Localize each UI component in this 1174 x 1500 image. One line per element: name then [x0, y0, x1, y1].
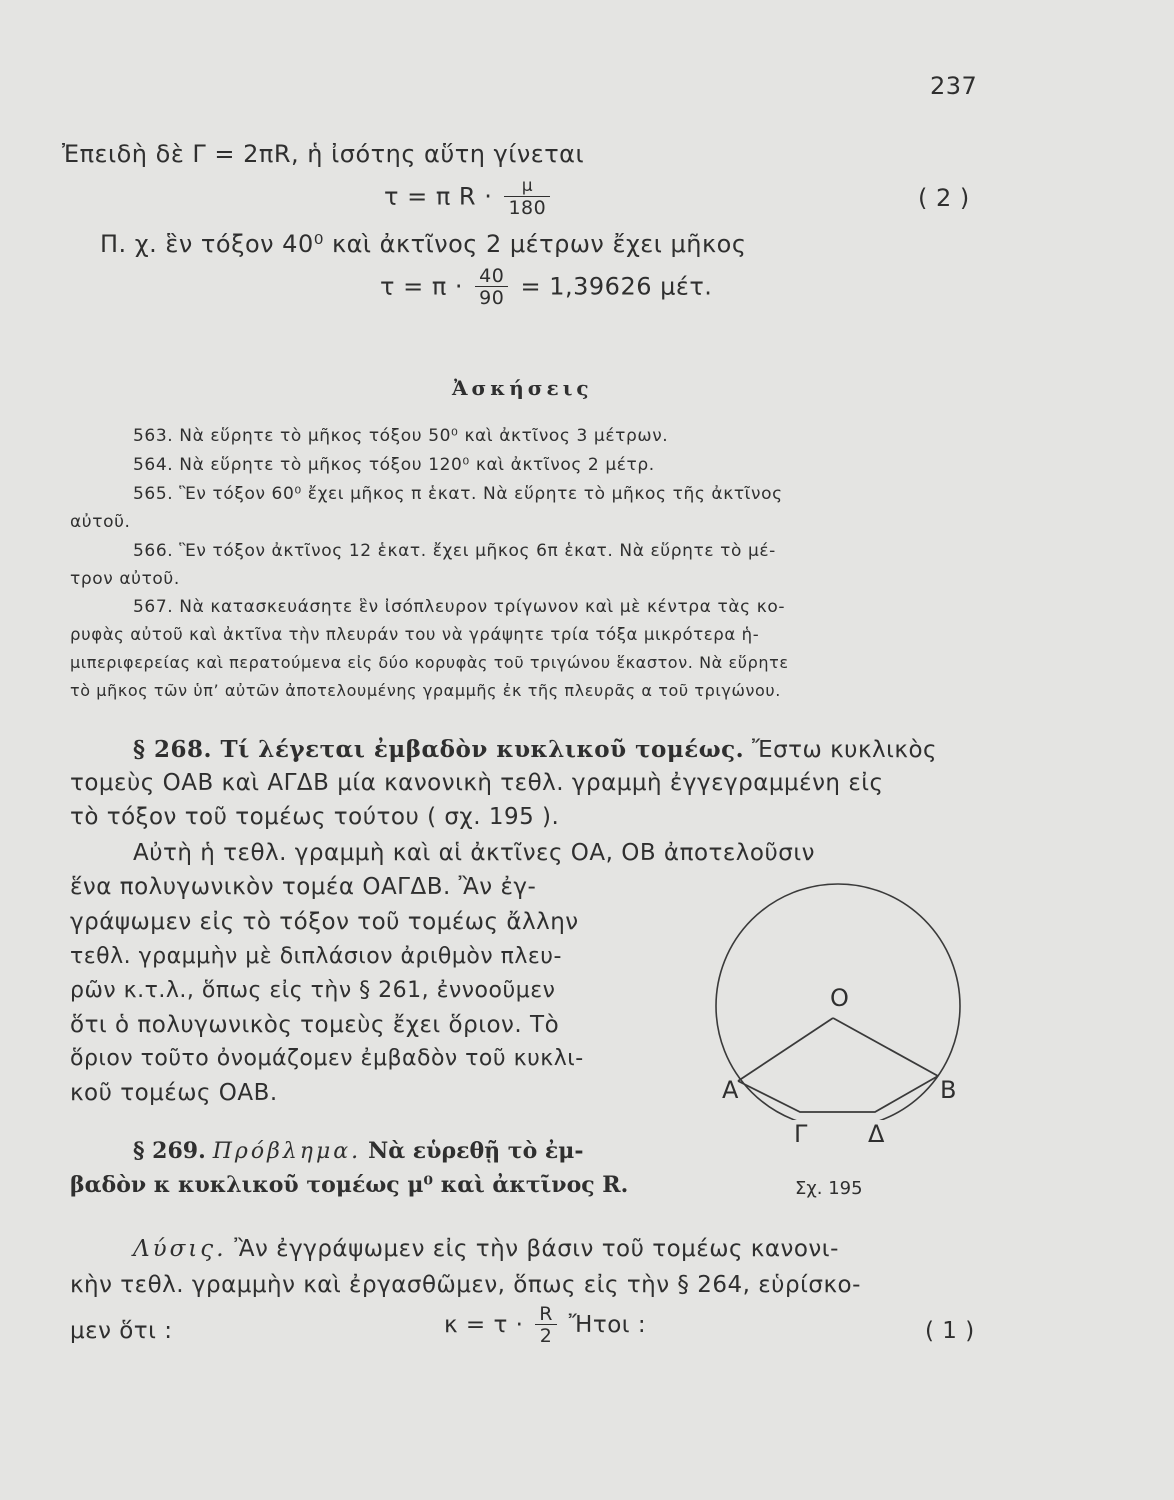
section-268-line: ρῶν κ.τ.λ., ὅπως εἰς τὴν § 261, ἐννοοῦμεν [70, 978, 556, 1003]
exercise-line: 564. Νὰ εὕρητε τὸ μῆκος τόξου 120⁰ καὶ ἀκτῖνος 2 μέτρ. [133, 455, 655, 475]
section-268-line: κοῦ τομέως ΟΑΒ. [70, 1080, 278, 1106]
section-268-line: τὸ τόξον τοῦ τομέως τούτου ( σχ. 195 ). [70, 804, 560, 830]
example-line: Π. χ. ἓν τόξον 40⁰ καὶ ἀκτῖνος 2 μέτρων ἔχει μῆκος [100, 230, 747, 258]
exercise-line: αὐτοῦ. [70, 512, 131, 532]
section-268-line: ἕνα πολυγωνικὸν τομέα ΟΑΓΔΒ. Ἂν ἐγ- [70, 874, 537, 900]
section-268-line: ὅριον τοῦτο ὀνομάζομεν ἐμβαδὸν τοῦ κυκλι- [70, 1046, 584, 1071]
label-D: Δ [868, 1120, 885, 1148]
formula-1 [444, 1304, 646, 1347]
solution-line1 [133, 1236, 839, 1262]
formula-2 [384, 176, 554, 219]
exercise-line: τρον αὐτοῦ. [70, 569, 180, 589]
fraction-numerator: R [539, 1303, 553, 1325]
radius-OA [738, 1018, 833, 1081]
solution-label: Λύσις. [133, 1236, 227, 1262]
section-268-title: § 268. Τί λέγεται ἐμβαδὸν κυκλικοῦ τομέως. [133, 736, 745, 763]
section-269-title: Νὰ εὑρεθῇ τὸ ἐμ- [368, 1138, 584, 1164]
figure-caption: Σχ. 195 [795, 1178, 863, 1199]
section-268-line: γράψωμεν εἰς τὸ τόξον τοῦ τομέως ἄλλην [70, 909, 579, 935]
label-O: O [830, 984, 849, 1012]
label-G: Γ [794, 1120, 808, 1148]
section-269-line2: βαδὸν κ κυκλικοῦ τομέως μ⁰ καὶ ἀκτῖνος R. [70, 1172, 629, 1198]
intro-line: Ἐπειδὴ δὲ Γ = 2πR, ἡ ἰσότης αὕτη γίνεται [62, 140, 585, 168]
radius-OB [833, 1018, 938, 1076]
exercise-line: 563. Νὰ εὕρητε τὸ μῆκος τόξου 50⁰ καὶ ἀκτῖνος 3 μέτρων. [133, 426, 669, 446]
exercises-heading: Ἀσκήσεις [452, 376, 593, 400]
exercise-line: μιπεριφερείας καὶ περατούμενα εἰς δύο κορυφὰς τοῦ τριγώνου ἕκαστον. Νὰ εὕρητε [70, 653, 789, 672]
example-fraction [475, 266, 508, 309]
example-formula [380, 266, 712, 309]
fraction-numerator: 40 [479, 265, 505, 287]
fraction-denominator: 90 [475, 286, 508, 309]
formula-1-fraction [535, 1304, 557, 1347]
formula-1-tag: ( 1 ) [925, 1318, 975, 1344]
section-268-text: Ἔστω κυκλικὸς [751, 737, 938, 763]
example-formula-left: τ = π · [380, 272, 464, 301]
formula-2-left: τ = π R · [384, 182, 493, 211]
solution-text: Ἂν ἐγγράψωμεν εἰς τὴν βάσιν τοῦ τομέως κανονι- [234, 1236, 839, 1262]
exercise-line: τὸ μῆκος τῶν ὑπ’ αὐτῶν ἀποτελουμένης γραμμῆς ἐκ τῆς πλευρᾶς α τοῦ τριγώνου. [70, 681, 781, 700]
formula-2-tag: ( 2 ) [918, 184, 970, 212]
section-269-number: § 269. [133, 1138, 206, 1164]
label-A: A [722, 1076, 739, 1104]
label-B: B [940, 1076, 957, 1104]
exercise-line: ρυφὰς αὐτοῦ καὶ ἀκτῖνα τὴν πλευράν του νὰ γράψητε τρία τόξα μικρότερα ἡ- [70, 625, 760, 644]
fraction-denominator: 180 [504, 196, 550, 219]
section-268-line: τεθλ. γραμμὴν μὲ διπλάσιον ἀριθμὸν πλευ- [70, 944, 562, 969]
section-268-line: ὅτι ὁ πολυγωνικὸς τομεὺς ἔχει ὅριον. Τὸ [70, 1012, 560, 1038]
section-269-line1 [133, 1138, 584, 1164]
section-268-line: τομεὺς ΟΑΒ καὶ ΑΓΔΒ μία κανονικὴ τεθλ. γραμμὴ ἐγγεγραμμένη εἰς [70, 770, 884, 796]
page-number: 237 [930, 72, 978, 100]
solution-line: κὴν τεθλ. γραμμὴν καὶ ἐργασθῶμεν, ὅπως εἰς τὴν § 264, εὑρίσκο- [70, 1272, 861, 1298]
section-268-line: Αὐτὴ ἡ τεθλ. γραμμὴ καὶ αἱ ἀκτῖνες ΟΑ, ΟΒ ἀποτελοῦσιν [133, 840, 815, 866]
fraction-denominator: 2 [535, 1324, 557, 1347]
solution-line: μεν ὅτι : [70, 1318, 173, 1344]
formula-2-fraction [504, 176, 550, 219]
section-268-line1 [133, 736, 937, 763]
example-result: = 1,39626 μέτ. [520, 272, 713, 301]
exercise-line: 567. Νὰ κατασκευάσητε ἓν ἰσόπλευρον τρίγωνον καὶ μὲ κέντρα τὰς κο- [133, 597, 786, 617]
exercise-line: 566. Ἓν τόξον ἀκτῖνος 12 ἑκατ. ἔχει μῆκος 6π ἑκατ. Νὰ εὕρητε τὸ μέ- [133, 541, 776, 561]
exercise-line: 565. Ἓν τόξον 60⁰ ἔχει μῆκος π ἑκατ. Νὰ εὕρητε τὸ μῆκος τῆς ἀκτῖνος [133, 484, 783, 504]
fraction-numerator: μ [521, 176, 534, 196]
section-269-label: Πρόβλημα. [212, 1139, 362, 1164]
formula-1-left: κ = τ · [444, 1312, 524, 1338]
formula-1-right: Ἤτοι : [568, 1312, 647, 1338]
